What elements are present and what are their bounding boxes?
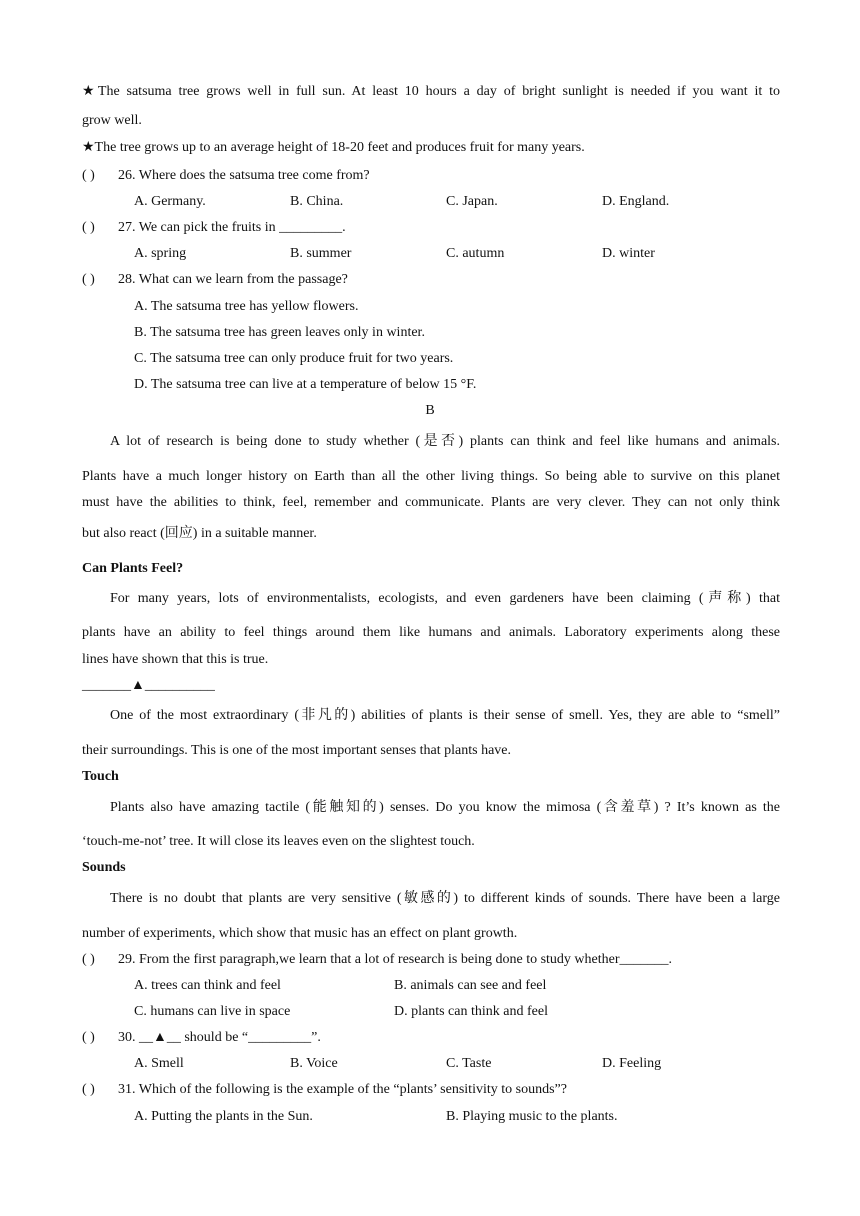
option-a: A. trees can think and feel [134,978,281,993]
option-c: C. Japan. [446,194,498,209]
option-b: B. China. [290,194,344,209]
answer-blank: ( ) [82,272,95,287]
paragraph-line: A lot of research is being done to study whether (是否) plants can think and feel like humans and animals. [110,434,780,449]
option-d: D. England. [602,194,670,209]
section-label: B [425,403,435,418]
paragraph-line: ‘touch-me-not’ tree. It will close its leaves even on the slightest touch. [82,834,475,849]
paragraph-line: lines have shown that this is true. [82,652,269,667]
option-b: B. summer [290,246,352,261]
option-c: C. autumn [446,246,505,261]
section-heading: Touch [82,769,119,784]
answer-blank: ( ) [82,220,95,235]
option-a: A. Germany. [134,194,206,209]
option-a: A. spring [134,246,187,261]
option-d: D. Feeling [602,1056,662,1071]
option-d: D. plants can think and feel [394,1004,548,1019]
option-a: A. Smell [134,1056,184,1071]
intro-line: grow well. [82,113,142,128]
option-b: B. Voice [290,1056,338,1071]
paragraph-line: One of the most extraordinary (非凡的) abilities of plants is their sense of smell. Yes, they are able to “smell” [110,708,780,723]
paragraph-line: There is no doubt that plants are very sensitive (敏感的) to different kinds of sounds. There have been a large [110,891,780,906]
answer-blank: ( ) [82,952,95,967]
option-b: B. animals can see and feel [394,978,547,993]
section-heading: Can Plants Feel? [82,561,184,576]
answer-blank: ( ) [82,1082,95,1097]
option-d: D. winter [602,246,655,261]
blank-heading: _______▲__________ [82,678,215,693]
option-b: B. The satsuma tree has green leaves only in winter. [134,325,425,340]
paragraph-line: plants have an ability to feel things around them like humans and animals. Laboratory experiments along these [82,625,780,640]
question-30: 30. __▲__ should be “_________”. [118,1030,321,1045]
option-d: D. The satsuma tree can live at a temperature of below 15 °F. [134,377,477,392]
option-c: C. humans can live in space [134,1004,291,1019]
option-c: C. The satsuma tree can only produce fruit for two years. [134,351,454,366]
question-27: 27. We can pick the fruits in _________. [118,220,346,235]
question-29: 29. From the first paragraph,we learn that a lot of research is being done to study whether_______. [118,952,673,967]
option-b: B. Playing music to the plants. [446,1109,618,1124]
paragraph-line: Plants also have amazing tactile (能触知的) senses. Do you know the mimosa (含羞草) ? It’s known as the [110,800,780,815]
paragraph-line: but also react (回应) in a suitable manner. [82,526,317,541]
paragraph-line: number of experiments, which show that music has an effect on plant growth. [82,926,518,941]
paragraph-line: their surroundings. This is one of the most important senses that plants have. [82,743,512,758]
intro-line: ★The satsuma tree grows well in full sun. At least 10 hours a day of bright sunlight is needed if you want it to [82,84,780,99]
paragraph-line: must have the abilities to think, feel, remember and communicate. Plants are very clever. They can not only think [82,495,780,510]
paragraph-line: For many years, lots of environmentalists, ecologists, and even gardeners have been claiming (声称) that [110,591,780,606]
option-a: A. The satsuma tree has yellow flowers. [134,299,359,314]
option-c: C. Taste [446,1056,492,1071]
option-a: A. Putting the plants in the Sun. [134,1109,313,1124]
answer-blank: ( ) [82,1030,95,1045]
question-31: 31. Which of the following is the example of the “plants’ sensitivity to sounds”? [118,1082,567,1097]
intro-line: ★The tree grows up to an average height of 18-20 feet and produces fruit for many years. [82,140,585,155]
paragraph-line: Plants have a much longer history on Earth than all the other living things. So being able to survive on this planet [82,469,780,484]
question-28: 28. What can we learn from the passage? [118,272,348,287]
section-heading: Sounds [82,860,126,875]
answer-blank: ( ) [82,168,95,183]
question-26: 26. Where does the satsuma tree come from? [118,168,370,183]
